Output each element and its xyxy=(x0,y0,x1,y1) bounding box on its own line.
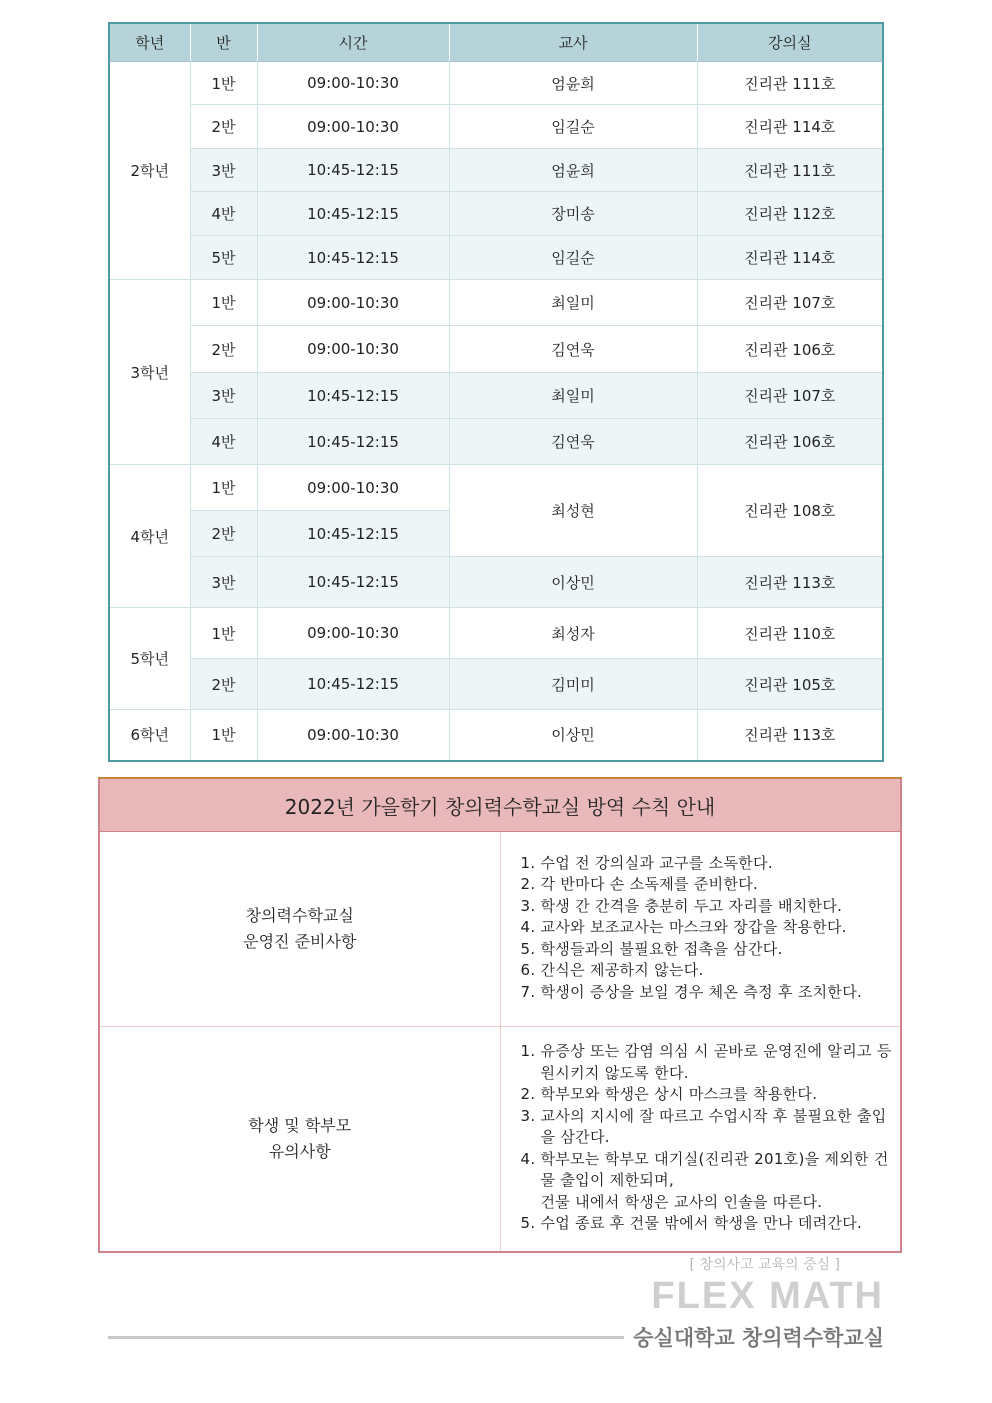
notice-section xyxy=(99,832,901,1027)
table-row xyxy=(109,62,883,105)
room-cell: 진리관 106호 xyxy=(697,419,883,465)
table-row xyxy=(109,557,883,608)
time-cell: 10:45-12:15 xyxy=(257,511,449,557)
table-row xyxy=(109,608,883,659)
rule-item: 1. 수업 전 강의실과 교구를 소독한다. xyxy=(541,853,901,875)
rules-list xyxy=(517,853,901,1004)
time-cell: 10:45-12:15 xyxy=(257,419,449,465)
rule-item: 2. 각 반마다 손 소독제를 준비한다. xyxy=(541,874,901,896)
class-cell: 4반 xyxy=(190,192,257,236)
rule-item-continuation: 건물 내에서 학생은 교사의 인솔을 따른다. xyxy=(540,1192,823,1211)
class-cell: 3반 xyxy=(190,373,257,419)
time-cell: 09:00-10:30 xyxy=(257,608,449,659)
teacher-cell: 최성자 xyxy=(449,608,697,659)
section-label-line: 운영진 준비사항 xyxy=(243,932,357,951)
rule-item: 3. 교사의 지시에 잘 따르고 수업시작 후 불필요한 출입을 삼간다. xyxy=(541,1106,901,1149)
room-cell: 진리관 106호 xyxy=(697,326,883,373)
rule-item: 7. 학생이 증상을 보일 경우 체온 측정 후 조치한다. xyxy=(541,982,901,1004)
header-grade: 학년 xyxy=(109,23,190,62)
rule-item: 5. 학생들과의 불필요한 접촉을 삼간다. xyxy=(541,939,901,961)
footer-school-name: 숭실대학교 창의력수학교실 xyxy=(633,1326,884,1350)
teacher-cell: 엄윤희 xyxy=(449,149,697,192)
teacher-cell: 최성현 xyxy=(449,465,697,557)
time-cell: 09:00-10:30 xyxy=(257,465,449,511)
time-cell: 10:45-12:15 xyxy=(257,557,449,608)
room-cell: 진리관 112호 xyxy=(697,192,883,236)
teacher-cell: 김연욱 xyxy=(449,326,697,373)
rule-item: 3. 학생 간 간격을 충분히 두고 자리를 배치한다. xyxy=(541,896,901,918)
table-row xyxy=(109,149,883,192)
time-cell: 10:45-12:15 xyxy=(257,149,449,192)
room-cell: 진리관 114호 xyxy=(697,105,883,149)
teacher-cell: 임길순 xyxy=(449,105,697,149)
rule-item xyxy=(541,1149,901,1214)
time-cell: 09:00-10:30 xyxy=(257,710,449,761)
room-cell: 진리관 110호 xyxy=(697,608,883,659)
table-row xyxy=(109,192,883,236)
class-cell: 2반 xyxy=(190,105,257,149)
quarantine-rules-table xyxy=(98,777,902,1253)
time-cell: 10:45-12:15 xyxy=(257,373,449,419)
section-label-line: 창의력수학교실 xyxy=(245,906,354,925)
table-row xyxy=(109,373,883,419)
header-time: 시간 xyxy=(257,23,449,62)
teacher-cell: 최일미 xyxy=(449,280,697,326)
table-row xyxy=(109,710,883,761)
time-cell: 09:00-10:30 xyxy=(257,105,449,149)
room-cell: 진리관 111호 xyxy=(697,62,883,105)
class-cell: 4반 xyxy=(190,419,257,465)
table-row xyxy=(109,326,883,373)
teacher-cell: 장미송 xyxy=(449,192,697,236)
grade-cell: 5학년 xyxy=(109,608,190,710)
class-cell: 3반 xyxy=(190,557,257,608)
teacher-cell: 이상민 xyxy=(449,557,697,608)
header-teacher: 교사 xyxy=(449,23,697,62)
notice-section xyxy=(99,1027,901,1252)
room-cell: 진리관 113호 xyxy=(697,710,883,761)
class-cell: 3반 xyxy=(190,149,257,192)
class-cell: 1반 xyxy=(190,62,257,105)
section-label-line: 유의사항 xyxy=(268,1141,331,1161)
class-cell: 5반 xyxy=(190,236,257,280)
room-cell: 진리관 107호 xyxy=(697,373,883,419)
rule-item: 2. 학부모와 학생은 상시 마스크를 착용한다. xyxy=(541,1084,901,1106)
class-cell: 2반 xyxy=(190,659,257,710)
class-cell: 1반 xyxy=(190,465,257,511)
grade-cell: 2학년 xyxy=(109,62,190,280)
time-cell: 09:00-10:30 xyxy=(257,280,449,326)
section-items xyxy=(500,1027,901,1252)
table-row xyxy=(109,280,883,326)
footer-tagline: [ 창의사고 교육의 중심 ] xyxy=(689,1257,840,1273)
time-cell: 10:45-12:15 xyxy=(257,659,449,710)
room-cell: 진리관 111호 xyxy=(697,149,883,192)
rule-item: 6. 간식은 제공하지 않는다. xyxy=(541,960,901,982)
room-cell: 진리관 114호 xyxy=(697,236,883,280)
teacher-cell: 최일미 xyxy=(449,373,697,419)
section-label xyxy=(99,832,500,1027)
teacher-cell: 이상민 xyxy=(449,710,697,761)
class-cell: 2반 xyxy=(190,326,257,373)
grade-cell: 3학년 xyxy=(109,280,190,465)
section-items xyxy=(500,832,901,1027)
grade-cell: 4학년 xyxy=(109,465,190,608)
table-row xyxy=(109,419,883,465)
grade-cell: 6학년 xyxy=(109,710,190,761)
rule-item-text: 학부모는 학부모 대기실(진리관 201호)을 제외한 건물 출입이 제한되며, xyxy=(540,1149,889,1189)
table-row xyxy=(109,236,883,280)
table-row xyxy=(109,659,883,710)
room-cell: 진리관 113호 xyxy=(697,557,883,608)
table-row xyxy=(109,465,883,511)
class-cell: 1반 xyxy=(190,280,257,326)
time-cell: 09:00-10:30 xyxy=(257,326,449,373)
room-cell: 진리관 107호 xyxy=(697,280,883,326)
room-cell: 진리관 108호 xyxy=(697,465,883,557)
section-label-line: 학생 및 학부모 xyxy=(248,1115,352,1135)
rule-item: 4. 교사와 보조교사는 마스크와 장갑을 착용한다. xyxy=(541,917,901,939)
teacher-cell: 김미미 xyxy=(449,659,697,710)
rule-item: 1. 유증상 또는 감염 의심 시 곧바로 운영진에 알리고 등원시키지 않도록 한다. xyxy=(541,1041,901,1084)
class-cell: 1반 xyxy=(190,608,257,659)
table-header-row xyxy=(109,23,883,62)
header-class: 반 xyxy=(190,23,257,62)
teacher-cell: 임길순 xyxy=(449,236,697,280)
rules-list xyxy=(517,1041,901,1235)
time-cell: 10:45-12:15 xyxy=(257,236,449,280)
footer-divider xyxy=(108,1336,624,1339)
brand-logo: FLEX MATH xyxy=(651,1275,884,1317)
class-cell: 1반 xyxy=(190,710,257,761)
rule-item: 5. 수업 종료 후 건물 밖에서 학생을 만나 데려간다. xyxy=(541,1213,901,1235)
teacher-cell: 김연욱 xyxy=(449,419,697,465)
section-label xyxy=(99,1027,500,1252)
time-cell: 09:00-10:30 xyxy=(257,62,449,105)
header-room: 강의실 xyxy=(697,23,883,62)
time-cell: 10:45-12:15 xyxy=(257,192,449,236)
teacher-cell: 엄윤희 xyxy=(449,62,697,105)
class-schedule-table xyxy=(108,22,884,762)
notice-title: 2022년 가을학기 창의력수학교실 방역 수칙 안내 xyxy=(99,778,901,832)
table-row xyxy=(109,105,883,149)
room-cell: 진리관 105호 xyxy=(697,659,883,710)
class-cell: 2반 xyxy=(190,511,257,557)
